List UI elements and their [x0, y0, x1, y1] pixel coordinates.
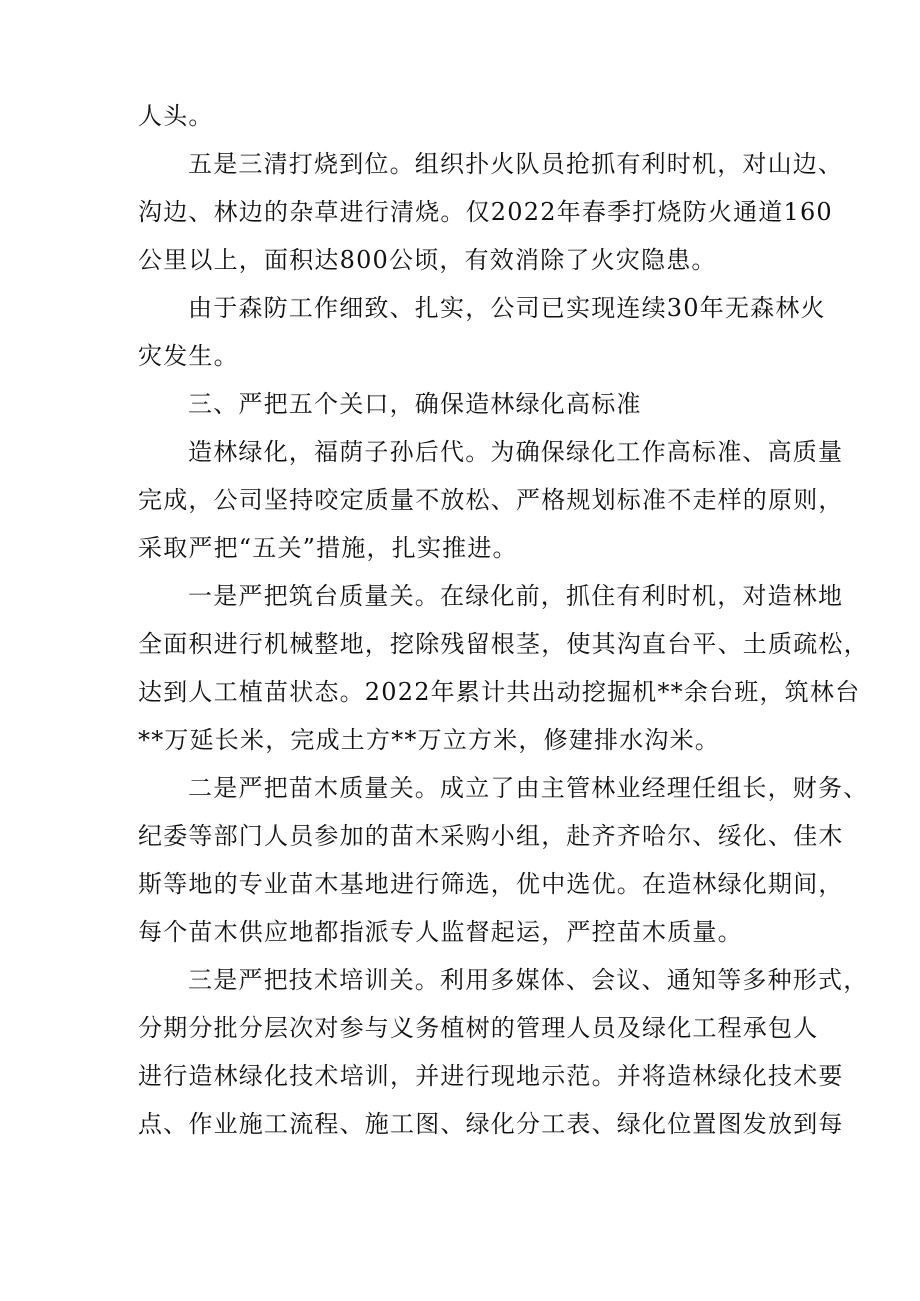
text-line-19: 三是严把技术培训关。利用多媒体、会议、通知等多种形式，	[188, 966, 869, 994]
text-line-3: 沟边、林边的杂草进行清烧。仅2022年春季打烧防火通道160	[138, 198, 833, 226]
text-line-12: 全面积进行机械整地，挖除残留根茎，使其沟直台平、土质疏松，	[138, 630, 869, 658]
text-line-13: 达到人工植苗状态。2022年累计共出动挖掘机**余台班，筑林台	[138, 678, 861, 706]
text-line-8: 造林绿化，福荫子孙后代。为确保绿化工作高标准、高质量	[188, 438, 844, 466]
text-line-18: 每个苗木供应地都指派专人监督起运，严控苗木质量。	[138, 918, 743, 946]
text-line-10: 采取严把“五关”措施，扎实推进。	[138, 534, 518, 562]
text-line-2: 五是三清打烧到位。组织扑火队员抢抓有利时机，对山边、	[188, 150, 844, 178]
text-line-5: 由于森防工作细致、扎实，公司已实现连续30年无森林火	[188, 294, 826, 322]
text-line-14: **万延长米，完成土方**万立方米，修建排水沟米。	[138, 726, 720, 754]
text-line-4: 公里以上，面积达800公顷，有效消除了火灾隐患。	[138, 246, 717, 274]
text-line-11: 一是严把筑台质量关。在绿化前，抓住有利时机，对造林地	[188, 582, 844, 610]
section-heading: 三、严把五个关口，确保造林绿化高标准	[188, 390, 642, 418]
text-line-21: 进行造林绿化技术培训，并进行现地示范。并将造林绿化技术要	[138, 1062, 844, 1090]
text-line-1: 人头。	[138, 102, 214, 130]
text-line-16: 纪委等部门人员参加的苗木采购小组，赴齐齐哈尔、绥化、佳木	[138, 822, 844, 850]
text-line-15: 二是严把苗木质量关。成立了由主管林业经理任组长，财务、	[188, 774, 869, 802]
text-line-17: 斯等地的专业苗木基地进行筛选，优中选优。在造林绿化期间，	[138, 870, 844, 898]
text-line-20: 分期分批分层次对参与义务植树的管理人员及绿化工程承包人	[138, 1014, 819, 1042]
text-line-9: 完成，公司坚持咬定质量不放松、严格规划标准不走样的原则，	[138, 486, 844, 514]
text-line-22: 点、作业施工流程、施工图、绿化分工表、绿化位置图发放到每	[138, 1110, 844, 1138]
text-line-6: 灾发生。	[138, 342, 239, 370]
